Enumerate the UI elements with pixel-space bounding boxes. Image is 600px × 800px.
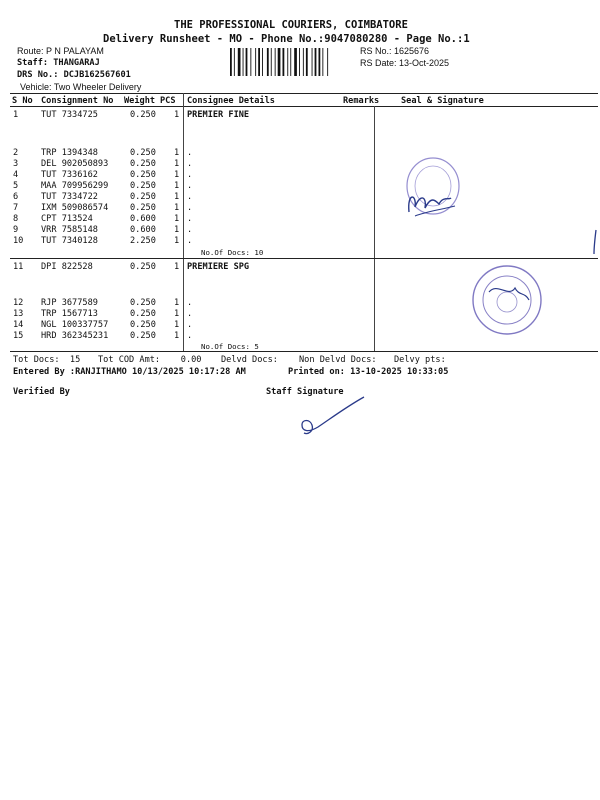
col-pcs: PCS — [160, 96, 176, 106]
table-row: 3 DEL 902050893 0.250 1 . — [13, 159, 193, 169]
total-docs: Tot Docs: 15 — [13, 355, 81, 365]
col-weight: Weight — [124, 96, 156, 106]
col-consignment: Consignment No — [41, 96, 114, 106]
table-row: 2 TRP 1394348 0.250 1 . — [13, 148, 193, 158]
delivery-points: Delvy pts: — [394, 355, 446, 365]
table-row: 6 TUT 7334722 0.250 1 . — [13, 192, 193, 202]
col-seal: Seal & Signature — [401, 96, 484, 106]
verified-by: Verified By — [13, 387, 70, 397]
delivered-docs: Delvd Docs: — [221, 355, 278, 365]
consignee-name: PREMIERE SPG — [187, 262, 250, 272]
vehicle: Vehicle: Two Wheeler Delivery — [20, 82, 142, 92]
docs-count-note: No.Of Docs: 5 — [201, 342, 259, 351]
rs-number: RS No.: 1625676 — [360, 46, 430, 56]
barcode — [230, 48, 358, 76]
staff-signature-label: Staff Signature — [266, 387, 344, 397]
staff-signature — [296, 393, 368, 439]
table-row: 14 NGL 100337757 0.250 1 . — [13, 320, 193, 330]
route: Route: P N PALAYAM — [17, 46, 104, 56]
printed-on: Printed on: 13-10-2025 10:33:05 — [288, 367, 449, 377]
table-row: 8 CPT 713524 0.600 1 . — [13, 214, 193, 224]
margin-mark — [590, 228, 600, 256]
seal-stamp-2 — [467, 262, 549, 342]
company-name: THE PROFESSIONAL COURIERS, COIMBATORE — [174, 19, 408, 31]
rs-date: RS Date: 13-Oct-2025 — [360, 58, 450, 68]
seal-stamp-1 — [395, 152, 465, 232]
table-row: 7 IXM 509086574 0.250 1 . — [13, 203, 193, 213]
col-sno: S No — [12, 96, 33, 106]
table-row: 1 TUT 7334725 0.250 1 PREMIER FINE — [13, 110, 250, 120]
runsheet-title: Delivery Runsheet - MO - Phone No.:9047080280 - Page No.:1 — [103, 33, 470, 45]
table-row: 4 TUT 7336162 0.250 1 . — [13, 170, 193, 180]
table-row: 10 TUT 7340128 2.250 1 . — [13, 236, 193, 246]
entered-by: Entered By :RANJITHAMO 10/13/2025 10:17:28 AM — [13, 367, 246, 377]
non-delivered-docs: Non Delvd Docs: — [299, 355, 377, 365]
drs-number: DRS No.: DCJB162567601 — [17, 70, 131, 80]
staff: Staff: THANGARAJ — [17, 58, 100, 68]
table-row: 5 MAA 709956299 0.250 1 . — [13, 181, 193, 191]
table-row: 12 RJP 3677589 0.250 1 . — [13, 298, 193, 308]
table-row: 15 HRD 362345231 0.250 1 . — [13, 331, 193, 341]
table-row: 9 VRR 7585148 0.600 1 . — [13, 225, 193, 235]
col-remarks: Remarks — [343, 96, 380, 106]
total-cod: Tot COD Amt: 0.00 — [98, 355, 202, 365]
table-row: 11 DPI 822528 0.250 1 PREMIERE SPG — [13, 262, 250, 272]
table-row: 13 TRP 1567713 0.250 1 . — [13, 309, 193, 319]
docs-count-note: No.Of Docs: 10 — [201, 248, 264, 257]
col-consignee: Consignee Details — [187, 96, 275, 106]
consignee-name: PREMIER FINE — [187, 110, 250, 120]
